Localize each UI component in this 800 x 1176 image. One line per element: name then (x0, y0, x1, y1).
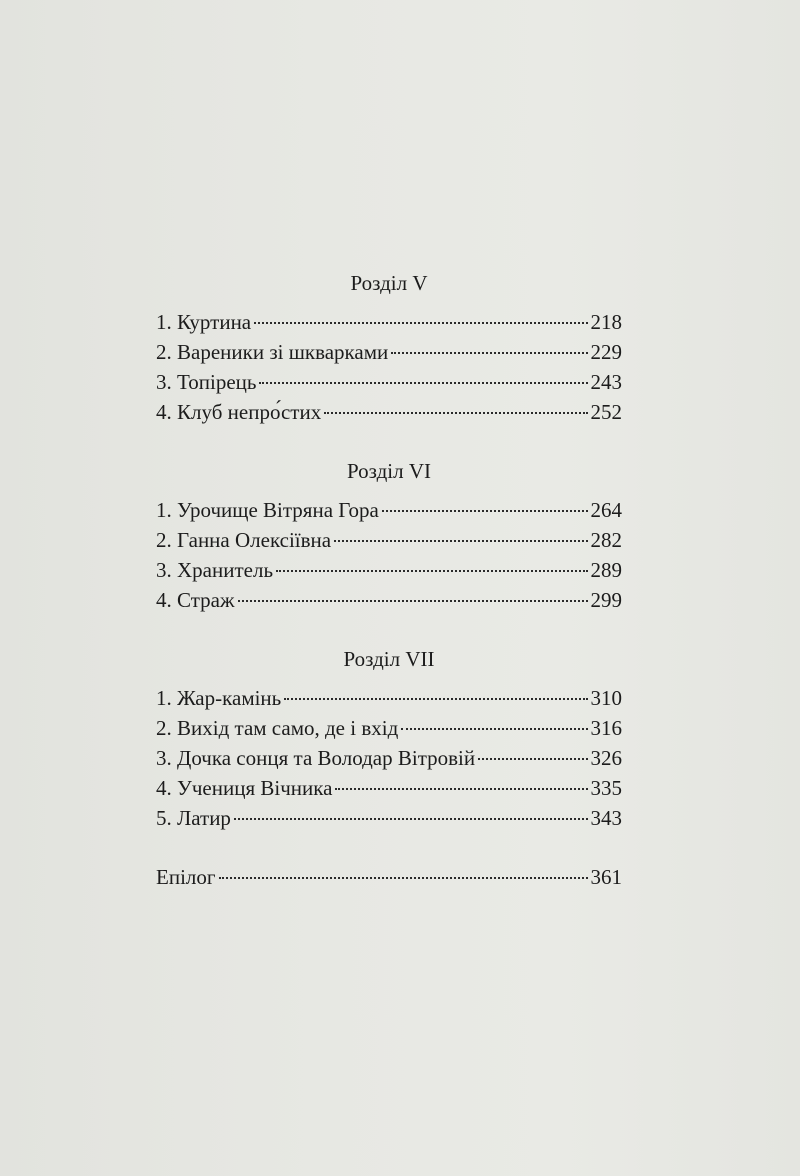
entry-title: 3. Топірець (156, 370, 257, 394)
section-heading: Розділ V (350, 271, 428, 295)
dot-leader (334, 540, 587, 542)
entry-title: 4. Учениця Вічника (156, 776, 333, 800)
entry-title: 2. Ганна Олексіївна (156, 528, 332, 552)
entry-page-number: 229 (590, 340, 622, 364)
toc-entry (156, 337, 622, 367)
entry-page-number: 282 (590, 528, 622, 552)
dot-leader (219, 877, 588, 879)
toc-entry (156, 713, 622, 743)
toc-entry (156, 773, 622, 803)
dot-leader (335, 788, 587, 790)
toc-entry-epilogue (156, 862, 622, 892)
entry-title: 3. Хранитель (156, 558, 274, 582)
entry-page-number: 289 (590, 558, 622, 582)
toc-entry (156, 397, 622, 427)
entry-page-number: 243 (590, 370, 622, 394)
entry-page-number: 335 (590, 776, 622, 800)
toc-entry (156, 367, 622, 397)
entry-page-number: 326 (590, 746, 622, 770)
section-7 (156, 644, 622, 833)
entry-page-number: 316 (590, 716, 622, 740)
entry-title: 1. Урочище Вітряна Гора (156, 498, 379, 522)
section-heading: Розділ VI (347, 459, 431, 483)
section-heading: Розділ VII (343, 647, 435, 671)
dot-leader (259, 382, 587, 384)
entry-title: 2. Вареники зі шкварками (156, 340, 389, 364)
toc-entry (156, 525, 622, 555)
dot-leader (478, 758, 587, 760)
entry-title: 5. Латир (156, 806, 231, 830)
toc-entry (156, 683, 622, 713)
entry-page-number: 252 (590, 400, 622, 424)
entry-page-number: 264 (590, 498, 622, 522)
entry-page-number: 218 (590, 310, 622, 334)
toc-entry (156, 555, 622, 585)
entry-title: 1. Жар-камінь (156, 686, 282, 710)
entry-page-number: 343 (590, 806, 622, 830)
entry-page-number: 310 (590, 686, 622, 710)
dot-leader (391, 352, 587, 354)
entry-title: 4. Клуб непро́стих (156, 400, 322, 424)
dot-leader (284, 698, 587, 700)
entry-title: 4. Страж (156, 588, 235, 612)
entry-page-number: 299 (590, 588, 622, 612)
dot-leader (401, 728, 587, 730)
table-of-contents (156, 268, 622, 892)
dot-leader (276, 570, 587, 572)
entry-title: 2. Вихід там само, де і вхід (156, 716, 399, 740)
entry-title: 1. Куртина (156, 310, 252, 334)
entry-page-number: 361 (590, 865, 622, 889)
toc-entry (156, 307, 622, 337)
section-6 (156, 456, 622, 615)
entry-title: 3. Дочка сонця та Володар Вітровій (156, 746, 476, 770)
dot-leader (254, 322, 587, 324)
dot-leader (234, 818, 588, 820)
dot-leader (238, 600, 588, 602)
toc-entry (156, 495, 622, 525)
toc-entry (156, 803, 622, 833)
dot-leader (382, 510, 588, 512)
section-5 (156, 268, 622, 427)
entry-title: Епілог (156, 865, 216, 889)
toc-entry (156, 585, 622, 615)
dot-leader (324, 412, 587, 414)
toc-entry (156, 743, 622, 773)
